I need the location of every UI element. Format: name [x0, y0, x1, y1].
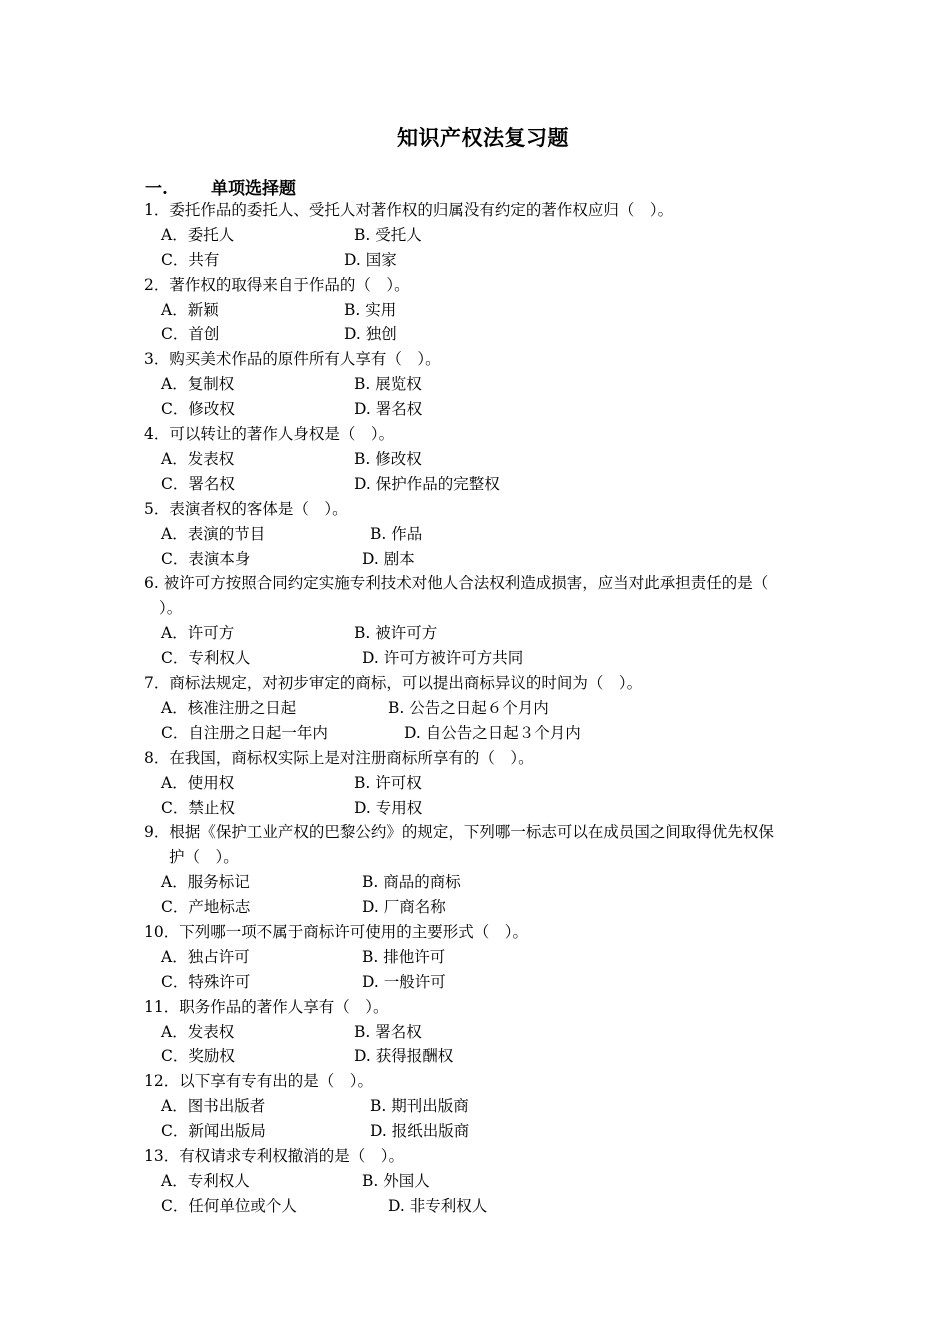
option-right: D. 获得报酬权	[354, 1047, 454, 1066]
option-row	[144, 870, 824, 895]
option-right: D. 保护作品的完整权	[354, 474, 500, 493]
question-text: 9．根据《保护工业产权的巴黎公约》的规定，下列哪一标志可以在成员国之间取得优先权保	[144, 823, 774, 842]
option-right: B. 受托人	[354, 225, 422, 244]
question-text: 3．购买美术作品的原件所有人享有（ ）。	[144, 350, 441, 369]
option-left: A．图书出版者	[161, 1097, 266, 1116]
option-row	[144, 1094, 824, 1119]
option-right: D. 独创	[344, 325, 397, 344]
option-row	[144, 472, 824, 497]
option-left: C．奖励权	[161, 1047, 235, 1066]
option-left: A．复制权	[161, 375, 235, 394]
question-text: 10．下列哪一项不属于商标许可使用的主要形式（ ）。	[144, 923, 528, 941]
question-text: 8．在我国，商标权实际上是对注册商标所享有的（ ）。	[144, 748, 534, 767]
option-right: D. 署名权	[354, 400, 423, 419]
option-left: A．发表权	[161, 1022, 235, 1041]
option-row	[144, 547, 824, 572]
option-left: A．专利权人	[161, 1171, 250, 1190]
option-right: D. 专用权	[354, 798, 423, 817]
question-text: 11．职务作品的著作人享有（ ）。	[144, 997, 389, 1016]
option-right: B. 商品的商标	[362, 873, 461, 892]
option-left: A．服务标记	[161, 873, 250, 892]
question-text: 12．以下享有专有出的是（ ）。	[144, 1072, 373, 1091]
option-right: B. 排他许可	[362, 947, 446, 966]
option-left: C．表演本身	[161, 549, 251, 568]
option-row	[144, 721, 824, 746]
option-row	[144, 1119, 824, 1144]
option-right: D. 厂商名称	[362, 898, 446, 917]
option-left: C．首创	[161, 325, 220, 344]
option-row	[144, 970, 824, 995]
question-text: 2．著作权的取得来自于作品的（ ）。	[144, 275, 410, 294]
question-list	[144, 198, 824, 1219]
option-row	[144, 696, 824, 721]
option-row	[144, 248, 824, 273]
option-row	[144, 796, 824, 821]
option-row	[144, 1194, 824, 1219]
option-right: B. 公告之日起６个月内	[388, 698, 549, 717]
question-text-continued: 护（ ）。	[169, 848, 239, 867]
option-right: B. 实用	[344, 300, 397, 319]
option-row	[144, 621, 824, 646]
question-text: 5．表演者权的客体是（ ）。	[144, 499, 348, 518]
option-right: B. 展览权	[354, 375, 422, 394]
question-text: 6. 被许可方按照合同约定实施专利技术对他人合法权利造成损害，应当对此承担责任的是（	[144, 574, 769, 593]
option-right: D. 报纸出版商	[370, 1122, 470, 1141]
document-title: 知识产权法复习题	[397, 125, 569, 150]
option-left: C．自注册之日起一年内	[161, 723, 328, 742]
question-text: 7．商标法规定，对初步审定的商标，可以提出商标异议的时间为（ ）。	[144, 674, 643, 693]
option-row	[144, 945, 824, 970]
option-left: A．独占许可	[161, 947, 250, 966]
option-row	[144, 1169, 824, 1194]
option-left: C．产地标志	[161, 898, 251, 917]
question-text: 13．有权请求专利权撤消的是（ ）。	[144, 1147, 404, 1166]
option-left: C．禁止权	[161, 798, 235, 817]
section-heading	[145, 174, 296, 199]
option-left: C．共有	[161, 250, 220, 269]
option-row	[144, 372, 824, 397]
option-right: D. 剧本	[362, 549, 415, 568]
option-left: A．委托人	[161, 225, 235, 244]
option-row	[144, 322, 824, 347]
option-row	[144, 522, 824, 547]
option-right: D. 一般许可	[362, 972, 446, 991]
option-right: D. 自公告之日起３个月内	[404, 723, 581, 742]
question-text: 4．可以转让的著作人身权是（ ）。	[144, 425, 395, 444]
option-right: B. 署名权	[354, 1022, 422, 1041]
option-row	[144, 895, 824, 920]
option-left: A．表演的节目	[161, 524, 266, 543]
option-right: B. 被许可方	[354, 624, 438, 643]
option-right: D. 国家	[344, 250, 397, 269]
option-left: A．新颖	[161, 300, 219, 319]
option-left: C．特殊许可	[161, 972, 251, 991]
option-left: A．许可方	[161, 624, 235, 643]
question-text: 1．委托作品的委托人、受托人对著作权的归属没有约定的著作权应归（ ）。	[144, 201, 674, 219]
option-left: C．新闻出版局	[161, 1122, 266, 1141]
option-left: A．使用权	[161, 773, 235, 792]
option-row	[144, 397, 824, 422]
option-left: C．修改权	[161, 400, 235, 419]
option-right: B. 许可权	[354, 773, 422, 792]
option-row	[144, 771, 824, 796]
section-number: 一.	[145, 179, 168, 199]
option-left: A．核准注册之日起	[161, 698, 297, 717]
question-text-continued: ）。	[159, 599, 183, 618]
option-row	[144, 646, 824, 671]
option-left: C．专利权人	[161, 649, 251, 668]
option-row	[144, 447, 824, 472]
option-right: D. 非专利权人	[388, 1196, 488, 1215]
option-row	[144, 1020, 824, 1045]
option-row	[144, 1044, 824, 1069]
option-left: C．任何单位或个人	[161, 1196, 297, 1215]
option-right: B. 修改权	[354, 449, 422, 468]
option-left: A．发表权	[161, 449, 235, 468]
option-row	[144, 223, 824, 248]
option-right: B. 外国人	[362, 1171, 430, 1190]
option-right: B. 期刊出版商	[370, 1097, 469, 1116]
option-right: B. 作品	[370, 524, 423, 543]
option-row	[144, 298, 824, 323]
section-label: 单项选择题	[211, 179, 296, 199]
option-left: C．署名权	[161, 474, 235, 493]
option-right: D. 许可方被许可方共同	[362, 649, 524, 668]
